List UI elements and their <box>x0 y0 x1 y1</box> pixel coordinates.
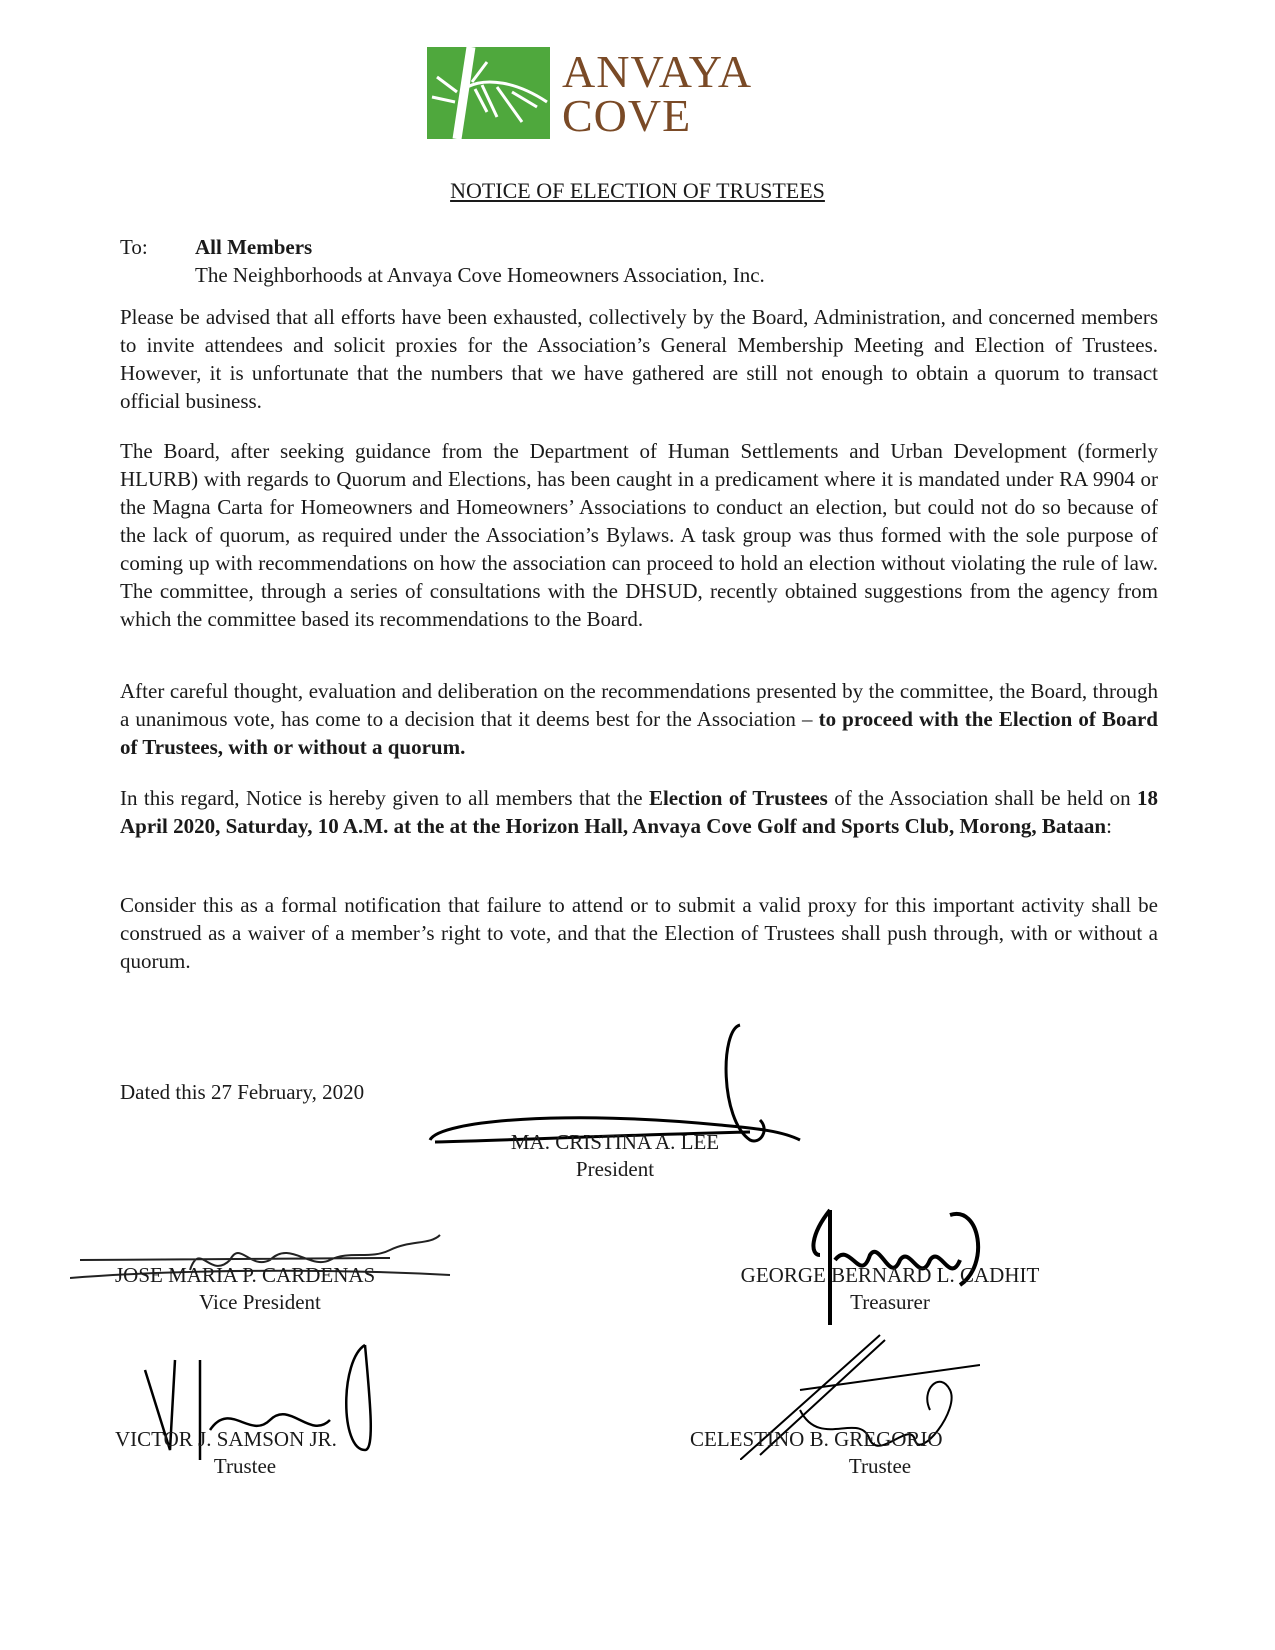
paragraph-3 <box>120 677 1158 761</box>
paragraph-4-event: Election of Trustees <box>648 786 828 810</box>
to-label: To: <box>120 235 148 259</box>
signatory-role-treasurer: Treasurer <box>850 1290 930 1314</box>
signatory-role-trustee-samson: Trustee <box>213 1454 277 1478</box>
logo-word-cove: COVE <box>562 90 692 141</box>
anvaya-cove-logo <box>427 45 753 145</box>
recipient-organization: The Neighborhoods at Anvaya Cove Homeowners Association, Inc. <box>195 263 765 287</box>
paragraph-4-text-c: of the Association shall be held on <box>827 786 1137 810</box>
recipient: All Members <box>195 235 313 259</box>
paragraph-3-text: After careful thought, evaluation and deliberation on the recommendations presented by the committee, the Board, through a unanimous vote, has come to a decision that it deems best for the Association – <box>120 679 1158 731</box>
document-title: NOTICE OF ELECTION OF TRUSTEES <box>450 178 825 203</box>
signatory-name-vice-president: JOSE MARIA P. CARDENAS <box>115 1263 376 1287</box>
paragraph-4 <box>120 784 1158 840</box>
paragraph-3-decision: to proceed with the Election of Board of Trustees, with or without a quorum. <box>120 707 1158 759</box>
paragraph-5: Consider this as a formal notification that failure to attend or to submit a valid proxy for this important activity shall be construed as a waiver of a member’s right to vote, and that the Election of Trustees shall push through, with or without a quorum. <box>120 893 1158 973</box>
signatory-name-trustee-gregorio: CELESTINO B. GREGORIO <box>690 1427 943 1451</box>
signatory-role-trustee-gregorio: Trustee <box>848 1454 912 1478</box>
logo-word-anvaya: ANVAYA <box>562 46 753 97</box>
signatory-role-president: President <box>575 1157 655 1181</box>
dated-line: Dated this 27 February, 2020 <box>120 1080 365 1104</box>
bamboo-logo-icon <box>427 47 550 139</box>
paragraph-4-text-e: : <box>1106 814 1112 838</box>
paragraph-4-text-a: In this regard, Notice is hereby given to all members that the <box>120 786 649 810</box>
signatory-name-president: MA. CRISTINA A. LEE <box>510 1130 720 1154</box>
signatory-role-vice-president: Vice President <box>199 1290 321 1314</box>
paragraph-1: Please be advised that all efforts have been exhausted, collectively by the Board, Administration, and concerned members to invite attendees and solicit proxies for the Association’s General Membership Meeting and Election of Trustees. However, it is unfortunate that the numbers that we have gathered are still not enough to obtain a quorum to transact official business. <box>120 305 1158 413</box>
signatory-name-treasurer: GEORGE BERNARD L. CADHIT <box>740 1263 1040 1287</box>
paragraph-2: The Board, after seeking guidance from the Department of Human Settlements and Urban Development (formerly HLURB) with regards to Quorum and Elections, has been caught in a predicament where it is mandated under RA 9904 or the Magna Carta for Homeowners and Homeowners’ Associations to conduct an election, but could not do so because of the lack of quorum, as required under the Association’s Bylaws. A task group was thus formed with the sole purpose of coming up with recommendations on how the association can proceed to hold an election without violating the rule of law. The committee, through a series of consultations with the DHSUD, recently obtained suggestions from the agency from which the committee based its recommendations to the Board. <box>120 439 1158 631</box>
signatory-name-trustee-samson: VICTOR J. SAMSON JR. <box>115 1427 337 1451</box>
paragraph-4-date-venue: 18 April 2020, Saturday, 10 A.M. at the at the Horizon Hall, Anvaya Cove Golf and Sports Club, Morong, Bataan <box>120 786 1158 838</box>
